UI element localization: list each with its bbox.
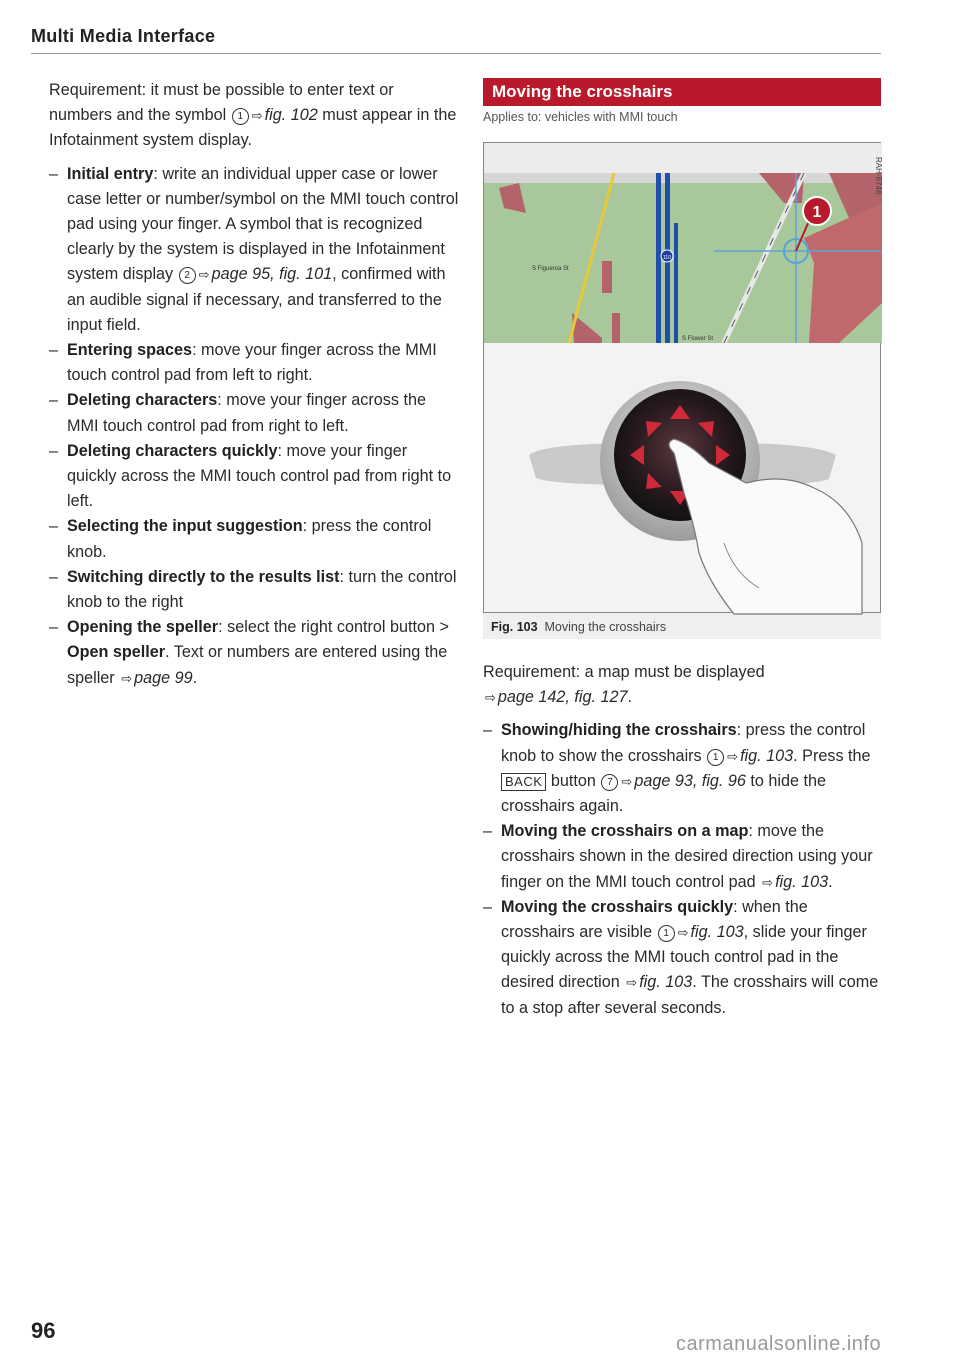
figure-caption: Fig. 103 Moving the crosshairs: [491, 620, 667, 634]
requirement-paragraph: Requirement: it must be possible to enter text or numbers and the symbol 1 ⇨ fig. 102 must appear in the Infotainment system display.: [49, 81, 457, 150]
page-number: 96: [31, 1318, 56, 1343]
cross-reference-link[interactable]: page 93, fig. 96: [634, 771, 746, 790]
callout-number: 2: [179, 267, 196, 284]
list-item: – Entering spaces: move your finger across the MMI touch control pad from left to right.: [49, 338, 459, 388]
site-watermark: carmanualsonline.info: [676, 1333, 882, 1355]
list-item: – Selecting the input suggestion: press the control knob.: [49, 514, 459, 564]
cross-reference-link[interactable]: page 142, fig. 127: [497, 688, 628, 707]
page-header-title: Multi Media Interface: [31, 26, 216, 46]
list-item: – Deleting characters: move your finger across the MMI touch control pad from right to left.: [49, 388, 459, 438]
street-label: S Flower St: [682, 336, 714, 342]
callout-number: 1: [812, 204, 822, 221]
arrow-right-icon: ⇨: [677, 925, 689, 941]
arrow-right-icon: ⇨: [251, 108, 263, 124]
figure-code: RAH-8748: [874, 157, 883, 195]
requirement-paragraph: Requirement: a map must be displayed ⇨ page 142, fig. 127.: [483, 663, 765, 707]
callout-number: 1: [232, 108, 249, 125]
figure-illustration: [483, 142, 881, 613]
arrow-right-icon: ⇨: [626, 975, 638, 991]
list-item: – Opening the speller: select the right control button > Open speller. Text or numbers are entered using the speller ⇨ page 99.: [49, 615, 459, 691]
arrow-right-icon: ⇨: [762, 874, 774, 890]
cross-reference-link[interactable]: fig. 103: [775, 872, 829, 891]
callout-number: 1: [707, 749, 724, 766]
list-item: – Deleting characters quickly: move your finger quickly across the MMI touch control pad from right to left.: [49, 439, 459, 515]
arrow-right-icon: ⇨: [198, 267, 210, 283]
cross-reference-link[interactable]: fig. 103: [690, 923, 744, 942]
header-divider: [31, 53, 881, 54]
arrow-right-icon: ⇨: [621, 773, 633, 789]
back-key-label: BACK: [501, 773, 546, 791]
right-column: [483, 660, 883, 1021]
cross-reference-link[interactable]: page 99: [134, 668, 193, 687]
figure-103: [483, 142, 881, 639]
left-column: [49, 78, 459, 691]
list-item: – Moving the crosshairs quickly: when the crosshairs are visible 1 ⇨ fig. 103, slide your finger quickly across the MMI touch control pad in the desired direction ⇨ fig. 103. The crosshairs will come to a stop after several seconds.: [483, 895, 883, 1021]
section-title: Moving the crosshairs: [483, 78, 881, 106]
street-label: S Figueroa St: [532, 266, 569, 272]
arrow-right-icon: ⇨: [485, 690, 496, 706]
arrow-right-icon: ⇨: [121, 670, 133, 686]
instruction-list: [483, 718, 883, 1020]
cross-reference-link[interactable]: page 95, fig. 101: [211, 265, 333, 284]
crosshairs-illustration: [484, 143, 882, 614]
cross-reference-link[interactable]: fig. 103: [639, 973, 693, 992]
arrow-right-icon: ⇨: [727, 748, 739, 764]
highway-shield: 110: [663, 255, 671, 261]
callout-number: 7: [601, 774, 618, 791]
list-item: – Switching directly to the results list: turn the control knob to the right: [49, 565, 459, 615]
list-item: – Moving the crosshairs on a map: move the crosshairs shown in the desired direction using your finger on the MMI touch control pad ⇨ fig. 103.: [483, 819, 883, 895]
cross-reference-link[interactable]: fig. 102: [264, 106, 318, 125]
list-item: – Initial entry: write an individual upper case or lower case letter or number/symbol on the MMI touch control pad using your finger. A symbol that is recognized clearly by the system is displayed in the Infotainment system display 2 ⇨ page 95, fig. 101, confirmed with an audible signal if necessary, and transferred to the input field.: [49, 162, 459, 338]
instruction-list: [49, 162, 459, 691]
cross-reference-link[interactable]: fig. 103: [740, 746, 794, 765]
applies-to-note: Applies to: vehicles with MMI touch: [483, 110, 678, 124]
callout-number: 1: [658, 925, 675, 942]
list-item: – Showing/hiding the crosshairs: press the control knob to show the crosshairs 1 ⇨ fig. 103. Press the BACK button 7 ⇨ page 93, fig. 96 to hide the crosshairs again.: [483, 718, 883, 819]
